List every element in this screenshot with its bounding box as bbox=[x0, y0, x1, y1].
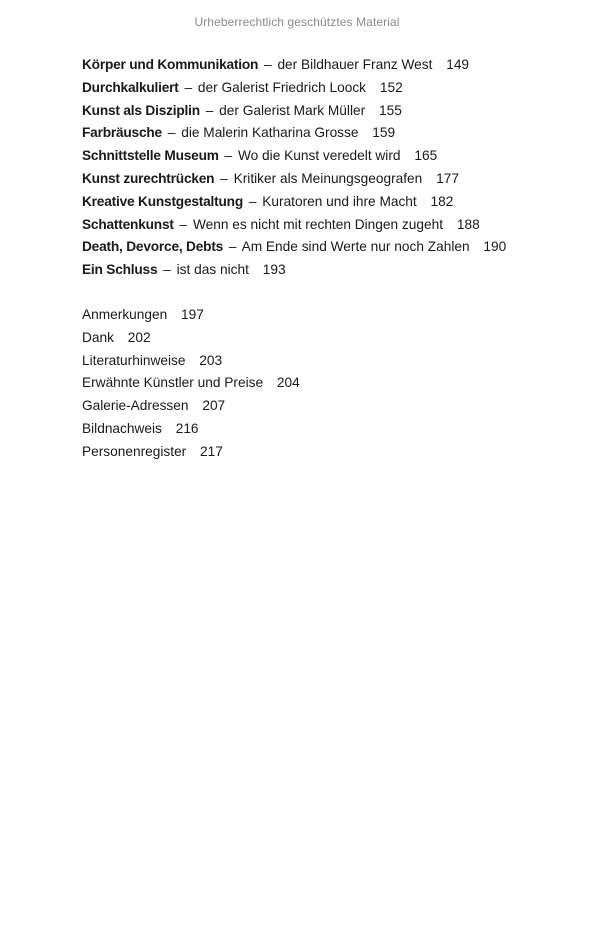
toc-entry-title: Death, Devorce, Debts bbox=[82, 239, 224, 255]
toc-entry-title: Schnittstelle Museum bbox=[82, 148, 219, 164]
toc-entry-subtitle: Kuratoren und ihre Macht bbox=[262, 193, 417, 209]
appendix-entry-label: Galerie-Adressen bbox=[82, 398, 189, 414]
toc-entry-page-number: 177 bbox=[436, 170, 459, 186]
toc-entry-dash: – bbox=[228, 239, 237, 255]
toc-entry[interactable] bbox=[82, 259, 562, 282]
appendix-entry[interactable] bbox=[82, 350, 482, 373]
toc-entry-subtitle: der Bildhauer Franz West bbox=[277, 57, 433, 72]
toc-entry-subtitle: Kritiker als Meinungsgeografen bbox=[233, 170, 423, 186]
appendix-entry-label: Bildnachweis bbox=[82, 420, 162, 436]
appendix-entry-page-number: 203 bbox=[199, 352, 223, 368]
toc-entry-page-number: 155 bbox=[378, 102, 402, 118]
toc-entry[interactable] bbox=[82, 214, 562, 237]
appendix-entry[interactable] bbox=[82, 372, 482, 395]
appendix-entry-page-number: 217 bbox=[200, 443, 223, 459]
toc-entry-dash: – bbox=[224, 148, 233, 164]
toc-entry-page-number: 182 bbox=[430, 193, 454, 209]
appendix-entry-label: Literaturhinweise bbox=[82, 352, 186, 368]
appendix-entry[interactable] bbox=[82, 327, 482, 350]
toc-entry-dash: – bbox=[205, 102, 214, 118]
toc-entry-title: Kreative Kunstgestaltung bbox=[82, 193, 244, 209]
appendix-entry-label: Dank bbox=[82, 329, 114, 345]
toc-entry-title: Ein Schluss bbox=[82, 262, 158, 278]
toc-entry-page-number: 188 bbox=[456, 216, 480, 232]
toc-entry[interactable] bbox=[82, 168, 562, 191]
toc-entry-dash: – bbox=[163, 262, 171, 278]
toc-entry-subtitle: der Galerist Friedrich Loock bbox=[197, 79, 367, 95]
toc-entry-title: Kunst als Disziplin bbox=[82, 102, 200, 118]
toc-entry[interactable] bbox=[82, 54, 562, 77]
toc-entry-dash: – bbox=[248, 193, 257, 209]
appendix-entry-page-number: 216 bbox=[175, 420, 199, 436]
toc-entry-title: Farbräusche bbox=[82, 125, 162, 141]
appendix-entry[interactable] bbox=[82, 395, 482, 418]
toc-entry-page-number: 149 bbox=[446, 57, 470, 72]
toc-entry[interactable] bbox=[82, 145, 562, 168]
appendix-entry-label: Anmerkungen bbox=[82, 307, 168, 322]
appendix-list bbox=[82, 304, 482, 464]
toc-entry[interactable] bbox=[82, 77, 562, 100]
toc-entry-page-number: 190 bbox=[483, 239, 507, 255]
toc-entry-page-number: 152 bbox=[379, 79, 403, 95]
toc-entry-dash: – bbox=[179, 216, 188, 232]
appendix-entry-page-number: 197 bbox=[181, 307, 204, 322]
toc-entry-title: Kunst zurechtrücken bbox=[82, 170, 215, 186]
toc-entry[interactable] bbox=[82, 191, 562, 214]
toc-entry-subtitle: ist das nicht bbox=[176, 262, 249, 278]
appendix-entry[interactable] bbox=[82, 441, 482, 464]
toc-entry-title: Durchkalkuliert bbox=[82, 79, 179, 95]
toc-entry-title: Körper und Kommunikation bbox=[82, 57, 259, 72]
appendix-entry-page-number: 207 bbox=[202, 398, 226, 414]
toc-entry-title: Schattenkunst bbox=[82, 216, 174, 232]
appendix-entry-page-number: 202 bbox=[127, 329, 151, 345]
toc-entry[interactable] bbox=[82, 100, 562, 123]
toc-entry-dash: – bbox=[167, 125, 176, 141]
toc-entry-page-number: 193 bbox=[262, 262, 286, 278]
toc-entry-page-number: 159 bbox=[372, 125, 396, 141]
appendix-entry[interactable] bbox=[82, 418, 482, 441]
copyright-watermark: Urheberrechtlich geschütztes Material bbox=[194, 15, 400, 29]
appendix-entry-label: Personenregister bbox=[82, 443, 187, 459]
toc-entry[interactable] bbox=[82, 236, 562, 259]
appendix-entry-label: Erwähnte Künstler und Preise bbox=[82, 375, 264, 391]
toc-entry-page-number: 165 bbox=[414, 148, 438, 164]
toc-entry-subtitle: Wenn es nicht mit rechten Dingen zugeht bbox=[192, 216, 444, 232]
toc-entry-subtitle: Wo die Kunst veredelt wird bbox=[237, 148, 401, 164]
toc-entry-subtitle: der Galerist Mark Müller bbox=[219, 102, 366, 118]
appendix-entry[interactable] bbox=[82, 304, 482, 327]
toc-entry[interactable] bbox=[82, 122, 562, 145]
toc-entry-dash: – bbox=[184, 79, 193, 95]
toc-entry-dash: – bbox=[220, 170, 228, 186]
toc-entry-subtitle: Am Ende sind Werte nur noch Zahlen bbox=[241, 239, 470, 255]
toc-entry-dash: – bbox=[264, 57, 272, 72]
appendix-entry-page-number: 204 bbox=[276, 375, 300, 391]
toc-entry-subtitle: die Malerin Katharina Grosse bbox=[181, 125, 359, 141]
table-of-contents bbox=[82, 54, 562, 282]
